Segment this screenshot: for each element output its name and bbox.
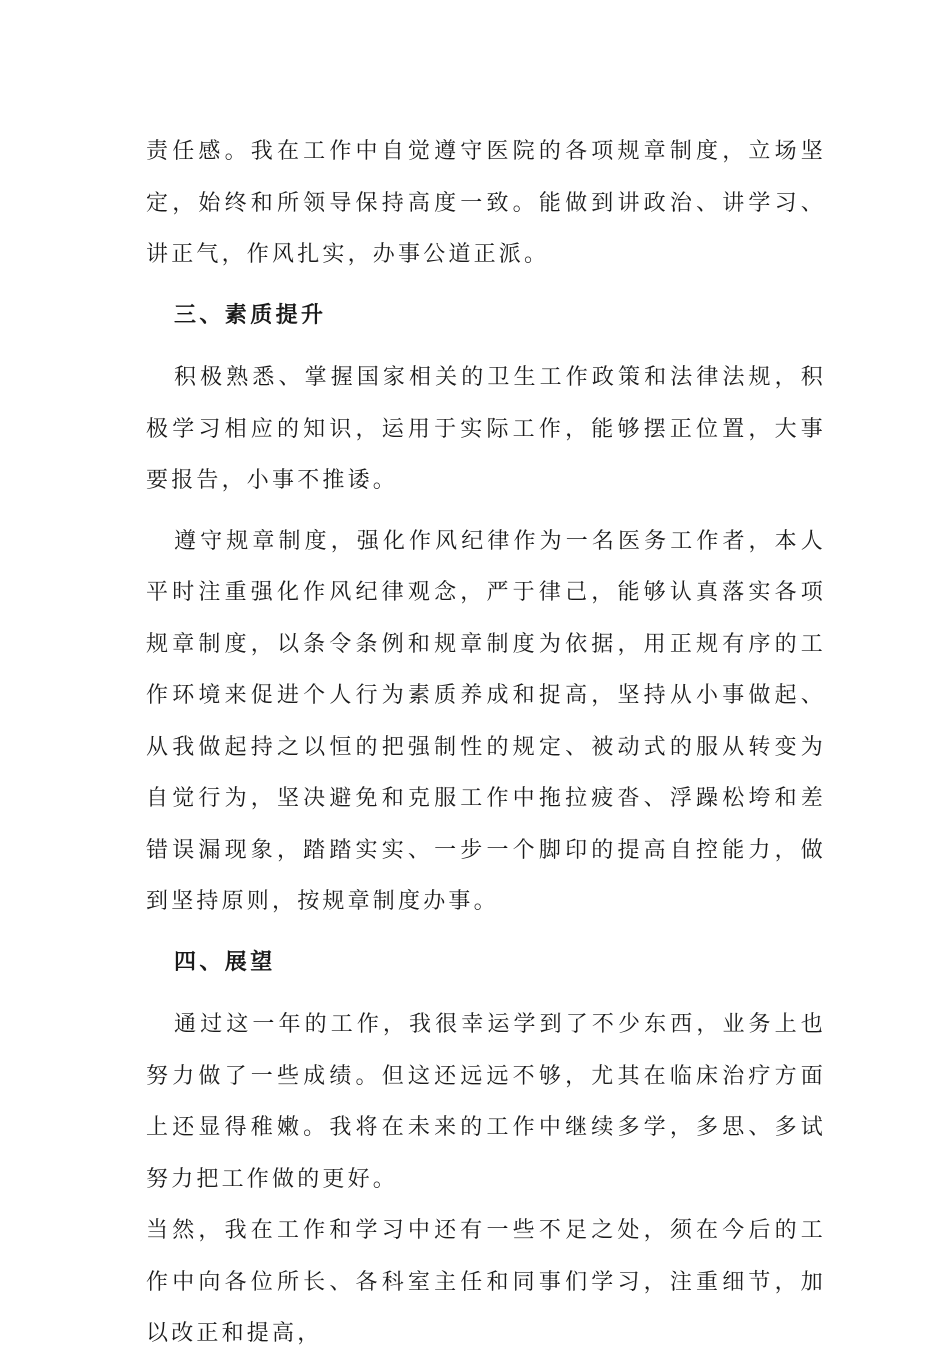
section-heading-quality: 三、素质提升 xyxy=(174,302,327,328)
paragraph-outlook: 通过这一年的工作，我很幸运学到了不少东西，业务上也努力做了一些成绩。但这还远远不够，尤其在临床治疗方面上还显得稚嫩。我将在未来的工作中继续多学，多思、多试努力把工作做的更好。 xyxy=(146,1012,826,1192)
paragraph-discipline: 遵守规章制度，强化作风纪律作为一名医务工作者，本人平时注重强化作风纪律观念，严于律己，能够认真落实各项规章制度，以条令条例和规章制度为依据，用正规有序的工作环境来促进个人行为素质养成和捉高，坚持从小事做起、从我做起持之以恒的把强制性的规定、被动式的服从转变为自觉行为，坚决避免和克服工作中拖拉疲沓、浮躁松垮和差错误漏现象，踏踏实实、一步一个脚印的提高自控能力，做到坚持原则，按规章制度办事。 xyxy=(146,528,826,914)
paragraph-policy-study: 积极熟悉、掌握国家相关的卫生工作政策和法律法规，积极学习相应的知识，运用于实际工作，能够摆正位置，大事要报告，小事不推诿。 xyxy=(146,365,826,493)
paragraph-responsibility: 责任感。我在工作中自觉遵守医院的各项规章制度，立场坚定，始终和所领导保持高度一致。能做到讲政治、讲学习、讲正气，作风扎实，办事公道正派。 xyxy=(146,139,826,267)
document-body xyxy=(146,126,826,1369)
paragraph-shortcomings: 当然，我在工作和学习中还有一些不足之处，须在今后的工作中向各位所长、各科室主任和同事们学习，注重细节，加以改正和提高， xyxy=(146,1218,826,1346)
section-heading-outlook: 四、展望 xyxy=(174,949,276,975)
